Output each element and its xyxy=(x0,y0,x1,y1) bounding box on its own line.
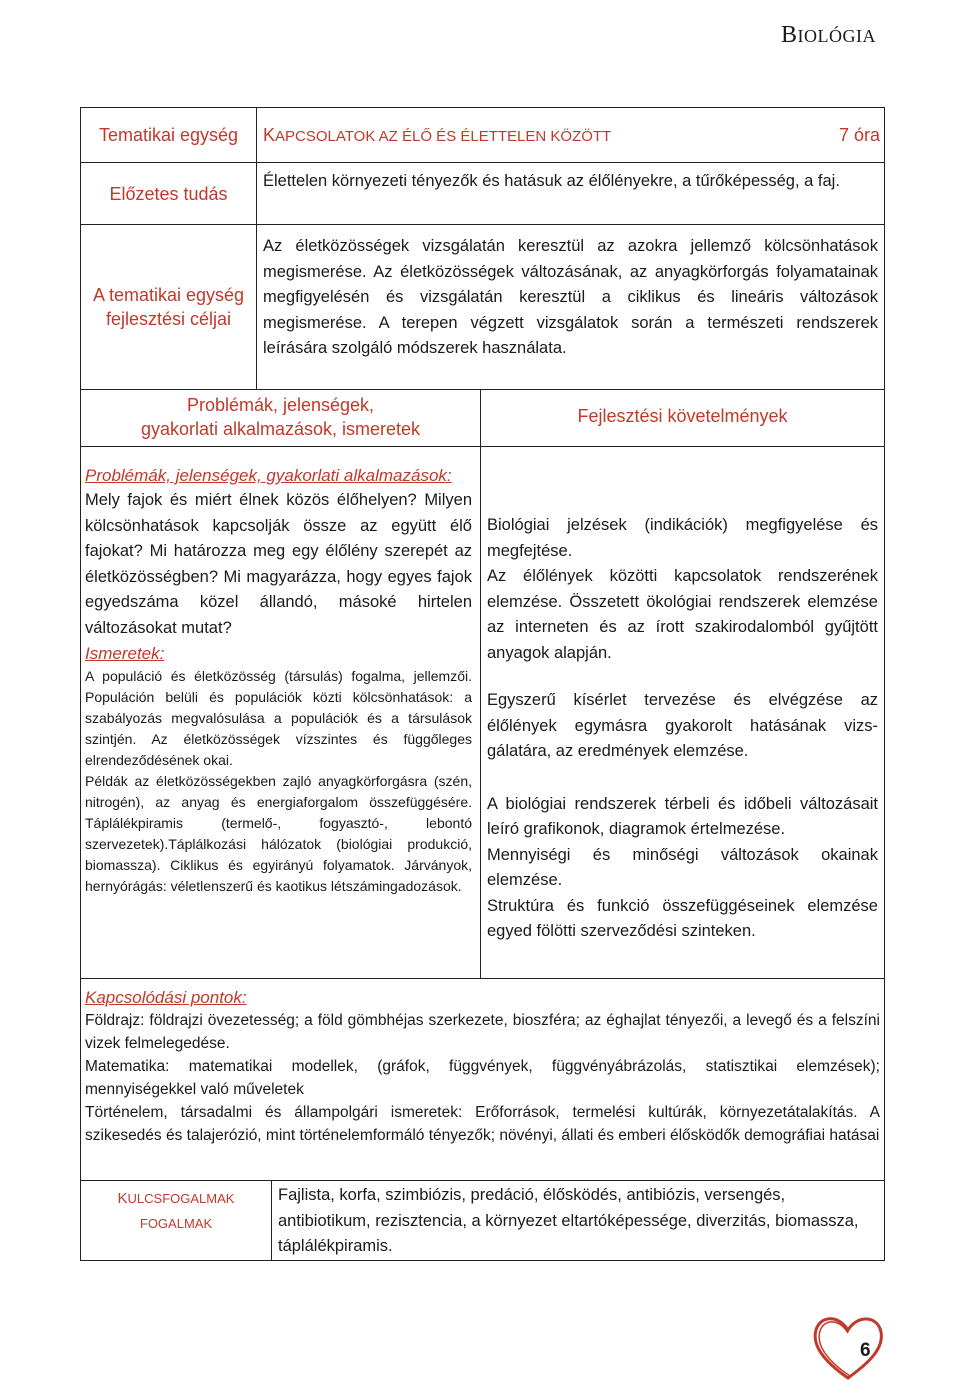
requirement-item: Biológiai jelzések (indikációk) megfigyelése és megfejtése. xyxy=(487,516,878,560)
goals-label: A tematikai egység fejlesztési céljai xyxy=(81,225,257,389)
goals-text: Az életközösségek vizsgálatán keresztül az azokra jellemző kölcsönhatások megismerése. Az életközösségek változásának, az anyagkörforgás folyamatainak megfigyelésén és vizsgálatán keresztül a ciklikus és lineáris változások megismerése. A terepen végzett vizsgálatok során a természeti rendszerek leírására szolgáló módszerek használata. xyxy=(263,237,878,357)
prior-knowledge-label: Előzetes tudás xyxy=(81,163,257,224)
problems-text: Mely fajok és miért élnek közös élőhelyen? Milyen kölcsönhatások kapcsolják össze az együtt élő fajokat? Mi határozza meg egy élőlény szerepét az életközösségben? Mi magyarázza, hogy egyes fajok egyedszáma közel állandó, másoké hirtelen változásokat mutat? xyxy=(85,491,472,637)
left-column-header: Problémák, jelenségek, gyakorlati alkalmazások, ismeretek xyxy=(81,390,481,446)
connection-item: Földrajz: földrajzi övezetesség; a föld gömbhéjas szerkezete, bioszféra; az éghajlat tényezői, a levegő és a felszíni vizek felmelegedése. xyxy=(85,1012,880,1052)
prior-knowledge-text: Élettelen környezeti tényezők és hatásuk az élőlényekre, a tűrőképesség, a faj. xyxy=(263,172,840,190)
knowledge-paragraph-1: A populáció és életközösség (társulás) fogalma, jellemzői. Populáción belüli és populációk közti kölcsönhatások: a szabályozás megvalósulása a populációk és a társulások szintjén. Az életközösségek vízszintes és függőleges elrendeződésének okai. xyxy=(85,668,472,768)
prior-knowledge-row xyxy=(80,163,885,225)
connection-item: Matematika: matematikai modellek, (gráfok, függvények, függvényábrázolás, statisztikai elemzések); mennyiségekkel való műveletek xyxy=(85,1058,880,1098)
goals-row xyxy=(80,225,885,390)
knowledge-paragraph-2: Példák az életközösségekben zajló anyagkörforgásra (szén, nitrogén), az anyag és energiaforgalom összefüggésére. Táplálékpiramis (termelő-, fogyasztó-, lebontó szervezetek).Táplálkozási hálózatok (biológiai produkció, biomassza). Ciklikus és egyirányú folyamatok. Járványok, hernyórágás: véletlenszerű és kaotikus létszámingadozások. xyxy=(85,773,472,894)
problems-knowledge-cell xyxy=(81,447,481,978)
keywords-text: Fajlista, korfa, szimbiózis, predáció, élősködés, antibiózis, versengés, antibiotikum, rezisztencia, a környezet eltartóképessége, diverzitás, biomassza, táplálékpiramis. xyxy=(278,1186,859,1255)
running-header: BIOLÓGIA xyxy=(781,22,876,48)
keywords-row xyxy=(80,1181,885,1261)
requirement-item: Mennyiségi és minőségi változások okainak elemzése. xyxy=(487,845,878,889)
curriculum-table xyxy=(80,107,885,1261)
connections-heading: Kapcsolódási pontok: xyxy=(85,988,247,1007)
column-headers xyxy=(80,390,885,447)
unit-hours: 7 óra xyxy=(838,124,880,145)
content-row xyxy=(80,447,885,979)
requirement-item: Egyszerű kísérlet tervezése és elvégzése az élőlények egymásra gyakorolt hatásának vizsgálatára, az eredmények elemzése. xyxy=(487,691,878,760)
keywords-label: KULCSFOGALMAK FOGALMAK xyxy=(81,1181,272,1260)
requirement-item: A biológiai rendszerek térbeli és időbeli változásait leíró grafikonok, diagramok értelmezése. xyxy=(487,794,878,838)
unit-title: KAPCSOLATOK AZ ÉLŐ ÉS ÉLETTELEN KÖZÖTT xyxy=(263,124,612,145)
unit-title-row xyxy=(80,107,885,163)
right-column-header: Fejlesztési követelmények xyxy=(577,406,788,426)
requirement-item: Az élőlények közötti kapcsolatok rendszerének elemzése. Összetett ökológiai rendszerek elemzése az interneten és az írott szakirodalomból gyűjtött anyagok alapján. xyxy=(487,567,878,662)
connection-item: Történelem, társadalmi és állampolgári ismeretek: Erőforrások, termelési kultúrák, környezetátalakítás. A szikesedés és talajerózió, mint történelemformáló tényezők; növényi, állati és emberi élősködők demográfiai hatásai xyxy=(85,1104,880,1144)
requirements-cell xyxy=(481,447,884,978)
page-number: 6 xyxy=(860,1340,871,1361)
unit-label: Tematikai egység xyxy=(81,108,257,162)
connections-row xyxy=(80,979,885,1181)
heart-outline-icon xyxy=(808,1310,888,1382)
knowledge-heading: Ismeretek: xyxy=(85,644,165,663)
problems-heading: Problémák, jelenségek, gyakorlati alkalmazások: xyxy=(85,466,452,485)
requirement-item: Struktúra és funkció összefüggéseinek elemzése egyed fölötti szerveződési szinteken. xyxy=(487,896,878,940)
